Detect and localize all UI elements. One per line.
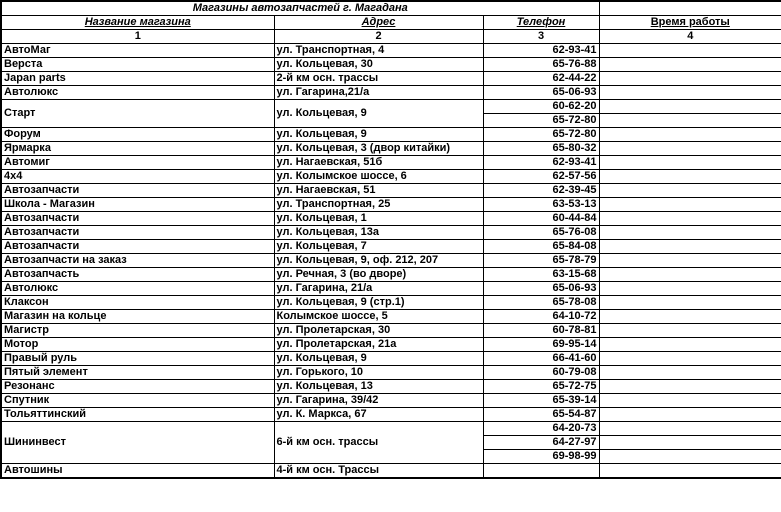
store-row: [1, 170, 781, 184]
store-phone-cell[interactable]: 65-80-32: [483, 142, 599, 156]
store-phone-cell[interactable]: 69-98-99: [483, 450, 599, 464]
store-name-cell[interactable]: Тольяттинский: [1, 408, 274, 422]
store-name-cell[interactable]: АвтоМаг: [1, 44, 274, 58]
store-row: [1, 380, 781, 394]
store-row: [1, 310, 781, 324]
store-name-cell[interactable]: Автозапчасти: [1, 184, 274, 198]
store-phone-cell[interactable]: 62-39-45: [483, 184, 599, 198]
store-phone-cell[interactable]: 66-41-60: [483, 352, 599, 366]
store-phone-cell[interactable]: 62-93-41: [483, 156, 599, 170]
col-number-2[interactable]: 2: [274, 30, 483, 44]
store-name-cell[interactable]: Автозапчасти: [1, 212, 274, 226]
store-name-cell[interactable]: Автозапчасти на заказ: [1, 254, 274, 268]
header-row: [1, 16, 781, 30]
column-number-row: [1, 30, 781, 44]
store-hours-cell[interactable]: [599, 114, 781, 128]
col-number-3[interactable]: 3: [483, 30, 599, 44]
store-phone-cell[interactable]: 65-72-80: [483, 128, 599, 142]
store-name-cell[interactable]: Мотор: [1, 338, 274, 352]
store-row: [1, 44, 781, 58]
store-phone-cell[interactable]: 65-78-08: [483, 296, 599, 310]
store-phone-cell[interactable]: 60-62-20: [483, 100, 599, 114]
store-phone-cell[interactable]: 65-06-93: [483, 86, 599, 100]
store-hours-cell[interactable]: [599, 436, 781, 450]
store-phone-cell[interactable]: 65-76-88: [483, 58, 599, 72]
store-address-cell[interactable]: ул. Пролетарская, 21а: [274, 338, 483, 352]
store-address-cell[interactable]: ул. Кольцевая, 13а: [274, 226, 483, 240]
store-name-cell[interactable]: Резонанс: [1, 380, 274, 394]
store-hours-cell[interactable]: [599, 212, 781, 226]
col-number-4[interactable]: 4: [599, 30, 781, 44]
store-name-cell[interactable]: Автозапчасти: [1, 226, 274, 240]
store-row: [1, 156, 781, 170]
store-phone-cell[interactable]: 65-72-80: [483, 114, 599, 128]
store-address-cell[interactable]: 4-й км осн. Трассы: [274, 464, 483, 479]
store-phone-cell[interactable]: 60-78-81: [483, 324, 599, 338]
store-address-cell[interactable]: ул. Кольцевая, 30: [274, 58, 483, 72]
store-hours-cell[interactable]: [599, 366, 781, 380]
store-address-cell[interactable]: ул. Гагарина, 39/42: [274, 394, 483, 408]
store-row: [1, 352, 781, 366]
store-name-cell[interactable]: 4х4: [1, 170, 274, 184]
title-row-empty-cell[interactable]: [599, 1, 781, 16]
store-row: [1, 142, 781, 156]
store-hours-cell[interactable]: [599, 268, 781, 282]
store-name-cell[interactable]: Клаксон: [1, 296, 274, 310]
store-phone-cell[interactable]: [483, 464, 599, 479]
store-row: [1, 296, 781, 310]
store-hours-cell[interactable]: [599, 198, 781, 212]
store-row: [1, 58, 781, 72]
store-address-cell[interactable]: ул. Колымское шоссе, 6: [274, 170, 483, 184]
store-name-cell[interactable]: Japan parts: [1, 72, 274, 86]
col-header-address[interactable]: Адрес: [274, 16, 483, 30]
store-row: [1, 212, 781, 226]
store-address-cell[interactable]: ул. Пролетарская, 30: [274, 324, 483, 338]
store-hours-cell[interactable]: [599, 324, 781, 338]
store-name-cell[interactable]: Автозапчасть: [1, 268, 274, 282]
store-address-cell[interactable]: ул. Гагарина,21/а: [274, 86, 483, 100]
store-hours-cell[interactable]: [599, 394, 781, 408]
store-row: [1, 254, 781, 268]
store-address-cell[interactable]: ул. Кольцевая, 9: [274, 100, 483, 128]
store-phone-cell[interactable]: 62-44-22: [483, 72, 599, 86]
store-name-cell[interactable]: Старт: [1, 100, 274, 128]
store-name-cell[interactable]: Автолюкс: [1, 86, 274, 100]
store-phone-cell[interactable]: 65-76-08: [483, 226, 599, 240]
store-address-cell[interactable]: ул. Кольцевая, 3 (двор китайки): [274, 142, 483, 156]
store-hours-cell[interactable]: [599, 338, 781, 352]
store-address-cell[interactable]: ул. Кольцевая, 13: [274, 380, 483, 394]
store-table-body: [1, 44, 781, 479]
store-phone-cell[interactable]: 62-93-41: [483, 44, 599, 58]
store-name-cell[interactable]: Шининвест: [1, 422, 274, 464]
store-phone-cell[interactable]: 69-95-14: [483, 338, 599, 352]
col-header-phone[interactable]: Телефон: [483, 16, 599, 30]
store-hours-cell[interactable]: [599, 282, 781, 296]
store-name-cell[interactable]: Магистр: [1, 324, 274, 338]
store-phone-cell[interactable]: 65-78-79: [483, 254, 599, 268]
store-phone-cell[interactable]: 63-53-13: [483, 198, 599, 212]
store-address-cell[interactable]: ул. Транспортная, 25: [274, 198, 483, 212]
store-name-cell[interactable]: Автозапчасти: [1, 240, 274, 254]
store-address-cell[interactable]: 6-й км осн. трассы: [274, 422, 483, 464]
store-name-cell[interactable]: Магазин на кольце: [1, 310, 274, 324]
store-table-head: [1, 1, 781, 44]
store-name-cell[interactable]: Пятый элемент: [1, 366, 274, 380]
store-hours-cell[interactable]: [599, 450, 781, 464]
store-name-cell[interactable]: Школа - Магазин: [1, 198, 274, 212]
col-header-hours[interactable]: Время работы: [599, 16, 781, 30]
store-hours-cell[interactable]: [599, 296, 781, 310]
store-address-cell[interactable]: ул. Кольцевая, 9, оф. 212, 207: [274, 254, 483, 268]
store-row: [1, 338, 781, 352]
store-phone-cell[interactable]: 60-44-84: [483, 212, 599, 226]
store-row: [1, 128, 781, 142]
store-address-cell[interactable]: ул. Кольцевая, 9 (стр.1): [274, 296, 483, 310]
store-row: [1, 240, 781, 254]
store-row: [1, 198, 781, 212]
store-hours-cell[interactable]: [599, 352, 781, 366]
store-address-cell[interactable]: ул. Кольцевая, 9: [274, 352, 483, 366]
store-name-cell[interactable]: Спутник: [1, 394, 274, 408]
store-row: [1, 100, 781, 114]
store-name-cell[interactable]: Автошины: [1, 464, 274, 479]
store-hours-cell[interactable]: [599, 240, 781, 254]
store-phone-cell[interactable]: 63-15-68: [483, 268, 599, 282]
store-row: [1, 72, 781, 86]
store-hours-cell[interactable]: [599, 310, 781, 324]
store-name-cell[interactable]: Автомиг: [1, 156, 274, 170]
store-phone-cell[interactable]: 60-79-08: [483, 366, 599, 380]
title-row: [1, 1, 781, 16]
store-name-cell[interactable]: Автолюкс: [1, 282, 274, 296]
store-phone-cell[interactable]: 65-72-75: [483, 380, 599, 394]
store-row: [1, 366, 781, 380]
store-name-cell[interactable]: Верста: [1, 58, 274, 72]
store-phone-cell[interactable]: 65-06-93: [483, 282, 599, 296]
store-address-cell[interactable]: Колымское шоссе, 5: [274, 310, 483, 324]
store-address-cell[interactable]: ул. Кольцевая, 7: [274, 240, 483, 254]
store-hours-cell[interactable]: [599, 380, 781, 394]
store-name-cell[interactable]: Ярмарка: [1, 142, 274, 156]
store-phone-cell[interactable]: 62-57-56: [483, 170, 599, 184]
store-address-cell[interactable]: ул. Кольцевая, 1: [274, 212, 483, 226]
store-row: [1, 324, 781, 338]
store-row: [1, 184, 781, 198]
store-phone-cell[interactable]: 65-54-87: [483, 408, 599, 422]
store-row: [1, 422, 781, 436]
store-name-cell[interactable]: Правый руль: [1, 352, 274, 366]
store-hours-cell[interactable]: [599, 422, 781, 436]
store-row: [1, 394, 781, 408]
store-address-cell[interactable]: ул. Транспортная, 4: [274, 44, 483, 58]
store-row: [1, 408, 781, 422]
store-hours-cell[interactable]: [599, 254, 781, 268]
store-row: [1, 268, 781, 282]
store-hours-cell[interactable]: [599, 464, 781, 479]
store-address-cell[interactable]: ул. Гагарина, 21/а: [274, 282, 483, 296]
table-title[interactable]: Магазины автозапчастей г. Магадана: [1, 1, 599, 16]
store-phone-cell[interactable]: 65-84-08: [483, 240, 599, 254]
store-hours-cell[interactable]: [599, 44, 781, 58]
store-hours-cell[interactable]: [599, 156, 781, 170]
store-row: [1, 464, 781, 479]
store-row: [1, 226, 781, 240]
store-address-cell[interactable]: 2-й км осн. трассы: [274, 72, 483, 86]
col-number-1[interactable]: 1: [1, 30, 274, 44]
store-address-cell[interactable]: ул. Кольцевая, 9: [274, 128, 483, 142]
store-hours-cell[interactable]: [599, 58, 781, 72]
store-hours-cell[interactable]: [599, 86, 781, 100]
store-hours-cell[interactable]: [599, 170, 781, 184]
store-name-cell[interactable]: Форум: [1, 128, 274, 142]
store-row: [1, 86, 781, 100]
store-address-cell[interactable]: ул. Нагаевская, 51: [274, 184, 483, 198]
store-row: [1, 282, 781, 296]
store-hours-cell[interactable]: [599, 226, 781, 240]
store-hours-cell[interactable]: [599, 184, 781, 198]
store-address-cell[interactable]: ул. Горького, 10: [274, 366, 483, 380]
store-phone-cell[interactable]: 65-39-14: [483, 394, 599, 408]
col-header-name[interactable]: Название магазина: [1, 16, 274, 30]
store-hours-cell[interactable]: [599, 128, 781, 142]
store-hours-cell[interactable]: [599, 142, 781, 156]
store-hours-cell[interactable]: [599, 100, 781, 114]
store-phone-cell[interactable]: 64-10-72: [483, 310, 599, 324]
store-address-cell[interactable]: ул. К. Маркса, 67: [274, 408, 483, 422]
store-hours-cell[interactable]: [599, 408, 781, 422]
store-address-cell[interactable]: ул. Нагаевская, 51б: [274, 156, 483, 170]
store-address-cell[interactable]: ул. Речная, 3 (во дворе): [274, 268, 483, 282]
store-phone-cell[interactable]: 64-27-97: [483, 436, 599, 450]
store-hours-cell[interactable]: [599, 72, 781, 86]
store-phone-cell[interactable]: 64-20-73: [483, 422, 599, 436]
